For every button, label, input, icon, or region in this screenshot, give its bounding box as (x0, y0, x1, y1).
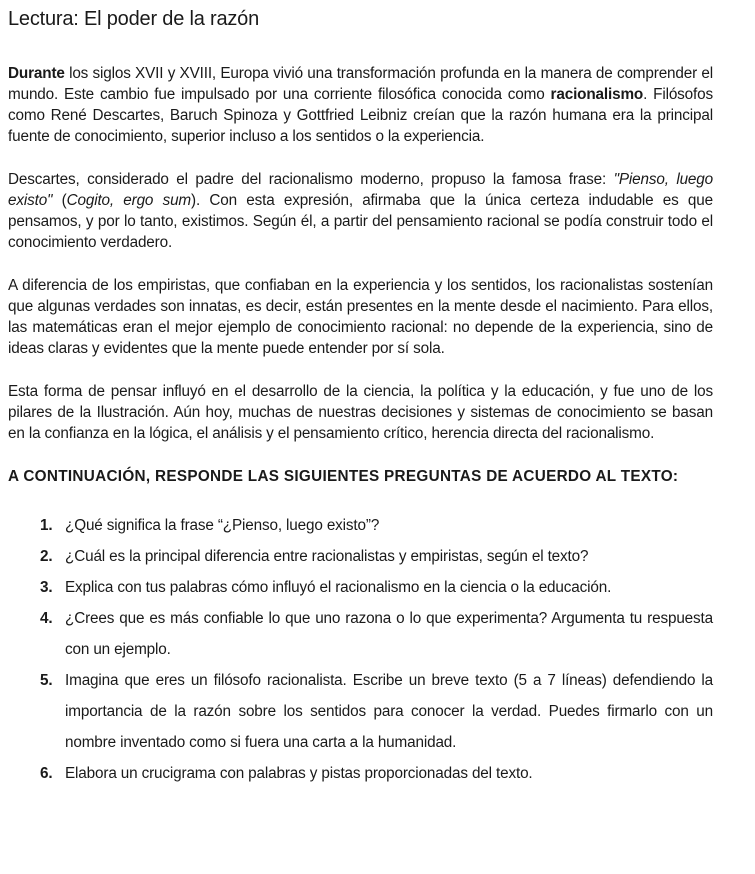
question-item (40, 541, 713, 572)
paragraph-2 (8, 169, 713, 253)
paragraph-1-text-a: los siglos XVII y XVIII, Europa vivió una transformación profunda en la manera de comprender el mundo. Este cambio fue impulsado por una corriente filosófica conocida como (8, 65, 713, 103)
paragraph-2-text-b: ( (52, 192, 67, 209)
paragraph-1-bold-term: racionalismo (550, 86, 644, 103)
question-number: 3. (40, 579, 53, 596)
paragraph-2-text-a: Descartes, considerado el padre del racionalismo moderno, propuso la famosa frase: (8, 171, 614, 188)
question-text: Imagina que eres un filósofo racionalista. Escribe un breve texto (5 a 7 líneas) defendiendo la importancia de la razón sobre los sentidos para conocer la verdad. Puedes firmarlo con un nombre inventado como si fuera una carta a la humanidad. (65, 672, 713, 751)
question-number: 2. (40, 548, 53, 565)
question-text: Elabora un crucigrama con palabras y pistas proporcionadas del texto. (65, 765, 533, 782)
paragraph-1-bold-start: Durante (8, 65, 65, 82)
paragraph-1 (8, 63, 713, 147)
question-item (40, 510, 713, 541)
question-text: Explica con tus palabras cómo influyó el racionalismo en la ciencia o la educación. (65, 579, 612, 596)
question-text: ¿Qué significa la frase “¿Pienso, luego existo”? (65, 517, 380, 534)
question-number: 5. (40, 672, 53, 689)
paragraph-2-text-c: ). Con esta expresión, afirmaba que la única certeza indudable es que pensamos, y por lo tanto, existimos. Según él, a partir del pensamiento racional se podía construir todo el conocimiento verdadero. (8, 192, 714, 251)
question-text: ¿Crees que es más confiable lo que uno razona o lo que experimenta? Argumenta tu respuesta con un ejemplo. (65, 610, 713, 658)
question-item (40, 758, 713, 789)
question-number: 6. (40, 765, 53, 782)
paragraph-4: Esta forma de pensar influyó en el desarrollo de la ciencia, la política y la educación, y fue uno de los pilares de la Ilustración. Aún hoy, muchas de nuestras decisiones y sistemas de conocimiento se basan en la confianza en la lógica, el análisis y el pensamiento crítico, herencia directa del racionalismo. (8, 383, 713, 442)
question-item (40, 603, 713, 665)
paragraph-1-text-b: . Filósofos como René Descartes, Baruch Spinoza y Gottfried Leibniz creían que la razón humana era la principal fuente de conocimiento, superior incluso a los sentidos o la experiencia. (8, 86, 713, 145)
question-item (40, 665, 713, 758)
page-title: Lectura: El poder de la razón (8, 8, 260, 30)
question-number: 1. (40, 517, 53, 534)
question-number: 4. (40, 610, 53, 627)
question-list (8, 510, 713, 789)
question-text: ¿Cuál es la principal diferencia entre racionalistas y empiristas, según el texto? (65, 548, 589, 565)
question-item (40, 572, 713, 603)
paragraph-3: A diferencia de los empiristas, que confiaban en la experiencia y los sentidos, los racionalistas sostenían que algunas verdades son innatas, es decir, están presentes en la mente desde el nacimiento. Para ellos, las matemáticas eran el mejor ejemplo de conocimiento racional: no depende de la experiencia, sino de ideas claras y evidentes que la mente puede entender por sí sola. (8, 277, 713, 357)
paragraph-2-latin: Cogito, ergo sum (66, 192, 192, 209)
questions-heading: A CONTINUACIÓN, RESPONDE LAS SIGUIENTES PREGUNTAS DE ACUERDO AL TEXTO: (8, 468, 679, 485)
paragraph-2-quote: "Pienso, luego existo" (8, 171, 713, 209)
